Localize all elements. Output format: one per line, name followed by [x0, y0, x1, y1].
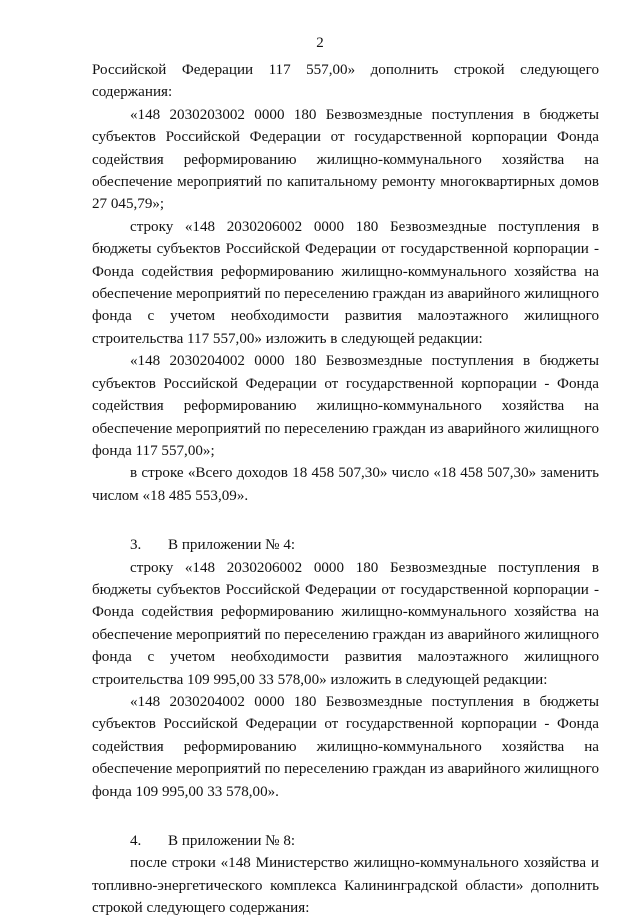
page-number: 2: [316, 35, 324, 51]
paragraph-appendix4-line: строку «148 2030206002 0000 180 Безвозмездные поступления в бюджеты субъектов Российской Федерации от государственной корпорации - Фонда содействия реформированию жилищно-коммунального хозяйства на обеспечение мероприятий по переселению граждан из аварийного жилищного фонда с учетом необходимости развития малоэтажного жилищного строительства 109 995,00 33 578,00» изложить в следующей редакции:: [92, 559, 599, 688]
paragraph-continuation: Российской Федерации 117 557,00» дополнить строкой следующего содержания:: [92, 62, 599, 101]
paragraph-replacement-line: «148 2030204002 0000 180 Безвозмездные поступления в бюджеты субъектов Российской Федерации от государственной корпорации - Фонда содействия реформированию жилищно-коммунального хозяйства на обеспечение мероприятий по переселению граждан из аварийного жилищного фонда 117 557,00»;: [92, 353, 599, 459]
section-4-heading: [92, 830, 599, 852]
section-gap: [92, 803, 599, 830]
section-3-heading: [92, 534, 599, 556]
section-3-title: В приложении № 4:: [168, 537, 296, 554]
document-body: [92, 59, 599, 920]
section-3-number: 3.: [130, 537, 142, 554]
paragraph-new-line-capital-repair: «148 2030203002 0000 180 Безвозмездные поступления в бюджеты субъектов Российской Федерации от государственной корпорации Фонда содействия реформированию жилищно-коммунального хозяйства на обеспечение мероприятий по капитальному ремонту многоквартирных домов 27 045,79»;: [92, 106, 599, 213]
paragraph-appendix4-replacement: «148 2030204002 0000 180 Безвозмездные поступления в бюджеты субъектов Российской Федерации от государственной корпорации - Фонда содействия реформированию жилищно-коммунального хозяйства на обеспечение мероприятий по переселению граждан из аварийного жилищного фонда 109 995,00 33 578,00».: [92, 693, 599, 800]
section-4-title: В приложении № 8:: [168, 833, 296, 849]
section-gap: [92, 507, 599, 534]
paragraph-appendix8-line: после строки «148 Министерство жилищно-коммунального хозяйства и топливно-энергетического комплекса Калининградской области» дополнить строкой следующего содержания:: [92, 855, 599, 917]
paragraph-total-income: в строке «Всего доходов 18 458 507,30» число «18 458 507,30» заменить числом «18 485 553,09».: [92, 465, 599, 504]
section-4-number: 4.: [130, 833, 142, 849]
paragraph-line-to-replace: строку «148 2030206002 0000 180 Безвозмездные поступления в бюджеты субъектов Российской Федерации от государственной корпорации - Фонда содействия реформированию жилищно-коммунального хозяйства на обеспечение мероприятий по переселению граждан из аварийного жилищного фонда с учетом необходимости развития малоэтажного жилищного строительства 117 557,00» изложить в следующей редакции:: [92, 218, 599, 347]
